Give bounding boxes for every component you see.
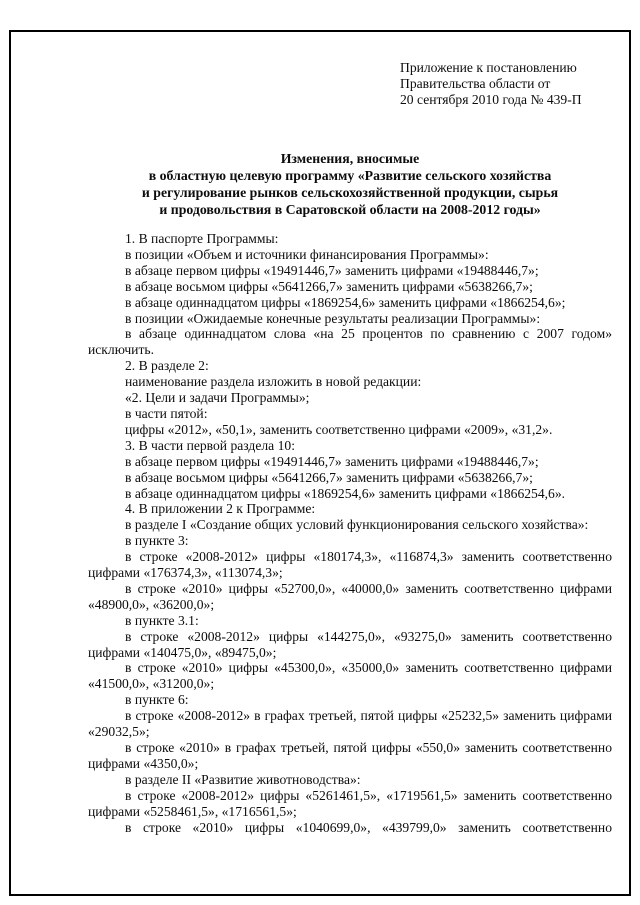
appendix-line: Приложение к постановлению — [400, 60, 577, 75]
paragraph: в пункте 3: — [125, 533, 189, 549]
appendix-line: Правительства области от — [400, 76, 551, 91]
paragraph: «2. Цели и задачи Программы»; — [125, 390, 310, 406]
appendix-line: 20 сентября 2010 года № 439-П — [400, 92, 582, 107]
paragraph: в абзаце восьмом цифры «5641266,7» заменить цифрами «5638266,7»; — [125, 469, 533, 485]
document-body — [88, 231, 612, 835]
paragraph: 3. В части первой раздела 10: — [125, 437, 295, 453]
paragraph: в позиции «Ожидаемые конечные результаты реализации Программы»: — [125, 310, 541, 326]
paragraph: в строке «2010» в графах третьей, пятой цифры «550,0» заменить соответственно цифрами «4350,0»; — [88, 740, 612, 771]
title-line: Изменения, вносимые — [280, 151, 420, 166]
paragraph: в пункте 3.1: — [125, 612, 199, 628]
paragraph: в абзаце одиннадцатом слова «на 25 процентов по сравнению с 2007 годом» исключить. — [88, 326, 612, 358]
appendix-reference — [400, 60, 612, 108]
paragraph: в строке «2008-2012» цифры «180174,3», «116874,3» заменить соответственно цифрами «176374,3», «113074,3»; — [88, 549, 612, 581]
paragraph: 4. В приложении 2 к Программе: — [125, 501, 316, 517]
paragraph: в разделе I «Создание общих условий функционирования сельского хозяйства»: — [125, 517, 589, 533]
paragraph: в строке «2010» цифры «52700,0», «40000,0» заменить соответственно цифрами «48900,0», «36200,0»; — [88, 580, 612, 612]
paragraph: в абзаце первом цифры «19491446,7» заменить цифрами «19488446,7»; — [125, 262, 539, 278]
paragraph: наименование раздела изложить в новой редакции: — [125, 374, 422, 390]
paragraph: 1. В паспорте Программы: — [125, 231, 279, 246]
paragraph: в строке «2010» цифры «45300,0», «35000,0» заменить соответственно цифрами «41500,0», «31200,0»; — [88, 660, 612, 692]
paragraph: цифры «2012», «50,1», заменить соответственно цифрами «2009», «31,2». — [125, 421, 553, 437]
paragraph: в абзаце одиннадцатом цифры «1869254,6» заменить цифрами «1866254,6». — [125, 485, 566, 501]
paragraph: 2. В разделе 2: — [125, 358, 209, 374]
page-content — [88, 0, 612, 835]
paragraph: в строке «2010» цифры «1040699,0», «439799,0» заменить соответственно — [125, 819, 612, 835]
title-line: и регулирование рынков сельскохозяйственной продукции, сырья — [141, 185, 559, 200]
document-title — [88, 150, 612, 218]
paragraph: в позиции «Объем и источники финансирования Программы»: — [125, 246, 489, 262]
paragraph: в абзаце восьмом цифры «5641266,7» заменить цифрами «5638266,7»; — [125, 278, 533, 294]
paragraph: в абзаце одиннадцатом цифры «1869254,6» заменить цифрами «1866254,6»; — [125, 294, 566, 310]
title-line: и продовольствия в Саратовской области на 2008-2012 годы» — [159, 202, 541, 217]
paragraph: в части пятой: — [125, 405, 208, 421]
paragraph: в разделе II «Развитие животноводства»: — [125, 771, 361, 787]
paragraph: в строке «2008-2012» в графах третьей, пятой цифры «25232,5» заменить цифрами «29032,5»; — [88, 708, 612, 740]
paragraph: в строке «2008-2012» цифры «5261461,5», «1719561,5» заменить соответственно цифрами «5258461,5», «1716561,5»; — [88, 787, 612, 819]
title-line: в областную целевую программу «Развитие сельского хозяйства — [148, 168, 552, 183]
paragraph: в строке «2008-2012» цифры «144275,0», «93275,0» заменить соответственно цифрами «140475,0», «89475,0»; — [88, 628, 612, 660]
paragraph: в абзаце первом цифры «19491446,7» заменить цифрами «19488446,7»; — [125, 453, 539, 469]
paragraph: в пункте 6: — [125, 692, 189, 708]
